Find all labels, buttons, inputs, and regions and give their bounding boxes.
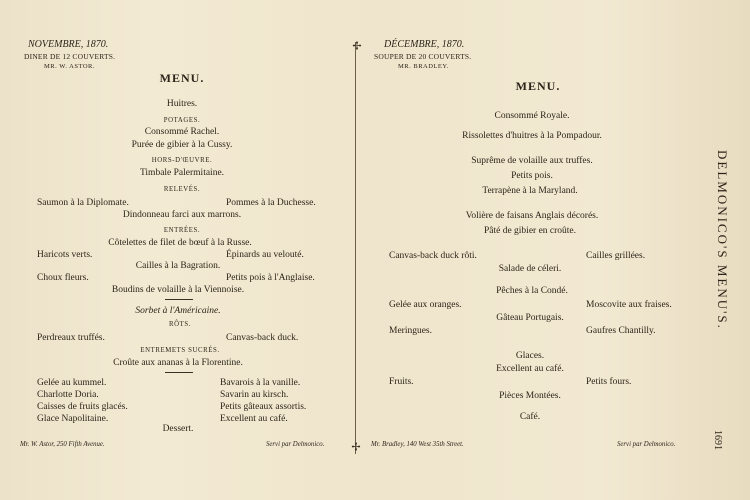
left-item-croute: Croûte aux ananas à la Florentine.: [113, 358, 243, 368]
left-section-potages: POTAGES.: [163, 117, 201, 124]
right-item-excellent: Excellent au café.: [496, 364, 564, 374]
left-item-timbale: Timbale Palermitaine.: [139, 168, 225, 178]
left-dessert-1: Charlotte Doria.: [37, 390, 99, 400]
left-footer-address: Mr. W. Astor, 250 Fifth Avenue.: [20, 441, 105, 448]
left-footer-servi: Servi par Delmonico.: [266, 441, 325, 448]
right-item-pate: Pâté de gibier en croûte.: [483, 226, 577, 236]
right-item-gelee: Gelée aux oranges.: [389, 300, 462, 310]
left-section-releves: RELEVÉS.: [163, 186, 201, 193]
left-item-choux: Choux fleurs.: [37, 273, 89, 283]
right-col-dessert-3: Excellent au café.: [220, 414, 288, 424]
right-menu-title: MENU.: [515, 79, 561, 93]
left-item-consomme: Consommé Rachel.: [144, 127, 220, 137]
top-cross-ornament: ✢: [352, 40, 362, 53]
left-item-huitres: Huitres.: [166, 99, 198, 109]
left-item-haricots: Haricots verts.: [37, 250, 93, 260]
left-item-dindonneau: Dindonneau farci aux marrons.: [122, 210, 242, 220]
right-item-cailles: Cailles grillées.: [586, 251, 646, 261]
right-item-rissolettes: Rissolettes d'huitres à la Pompadour.: [462, 131, 602, 141]
right-date: DÉCEMBRE, 1870.: [384, 39, 465, 50]
left-item-boudins: Boudins de volaille à la Viennoise.: [111, 285, 245, 295]
left-item-cotelettes: Côtelettes de filet de bœuf à la Russe.: [108, 238, 252, 248]
right-item-fruits: Fruits.: [389, 377, 414, 387]
left-occasion: DINER DE 12 COUVERTS.: [24, 52, 116, 61]
right-item-voliere: Volière de faisans Anglais décorés.: [465, 211, 599, 221]
right-item-supreme: Suprême de volaille aux truffes.: [471, 156, 593, 166]
right-footer-address: Mr. Bradley, 140 West 35th Street.: [371, 441, 464, 448]
left-section-entremets: ENTREMETS SUCRÉS.: [140, 347, 220, 354]
left-item-perdreaux: Perdreaux truffés.: [37, 333, 105, 343]
left-item-pommes: Pommes à la Duchesse.: [226, 198, 316, 208]
right-col-dessert-1: Savarin au kirsch.: [220, 390, 289, 400]
right-item-gaufres: Gaufres Chantilly.: [586, 326, 656, 336]
right-host: MR. BRADLEY.: [398, 63, 449, 70]
left-item-canvas: Canvas-back duck.: [226, 333, 299, 343]
left-item-epinards: Épinards au velouté.: [226, 250, 304, 260]
left-rule-2: [165, 372, 193, 373]
right-item-moscovite: Moscovite aux fraises.: [586, 300, 672, 310]
right-item-gateau: Gâteau Portugais.: [496, 313, 564, 323]
page-number: 1691: [712, 430, 723, 450]
left-item-dessert: Dessert.: [162, 424, 194, 434]
left-section-rots: RÔTS.: [168, 321, 192, 328]
right-item-terrapene: Terrapène à la Maryland.: [482, 186, 578, 196]
left-section-entrees: ENTRÉES.: [163, 227, 201, 234]
side-title: DELMONICO'S MENU'S.: [715, 150, 730, 330]
right-footer-servi: Servi par Delmonico.: [617, 441, 676, 448]
left-host: MR. W. ASTOR.: [44, 63, 95, 70]
right-item-glaces: Glaces.: [515, 351, 545, 361]
right-occasion: SOUPER DE 20 COUVERTS.: [374, 52, 472, 61]
left-item-petits-pois: Petits pois à l'Anglaise.: [226, 273, 315, 283]
right-item-salade: Salade de céleri.: [498, 264, 562, 274]
right-item-consomme: Consommé Royale.: [494, 111, 570, 121]
left-dessert-0: Gelée au kummel.: [37, 378, 107, 388]
left-item-saumon: Saumon à la Diplomate.: [37, 198, 129, 208]
left-item-sorbet: Sorbet à l'Américaine.: [135, 306, 221, 316]
right-item-canvas: Canvas-back duck rôti.: [389, 251, 477, 261]
right-item-pieces: Pièces Montées.: [499, 391, 561, 401]
left-item-cailles: Cailles à la Bagration.: [135, 261, 221, 271]
right-col-dessert-0: Bavarois à la vanille.: [220, 378, 301, 388]
left-dessert-3: Glace Napolitaine.: [37, 414, 109, 424]
left-rule-1: [165, 299, 193, 300]
right-col-dessert-2: Petits gâteaux assortis.: [220, 402, 307, 412]
left-item-puree: Purée de gibier à la Cussy.: [131, 140, 233, 150]
right-item-peches: Pêches à la Condé.: [496, 286, 568, 296]
center-divider: [355, 42, 356, 454]
right-item-meringues: Meringues.: [389, 326, 433, 336]
left-section-hors: HORS-D'ŒUVRE.: [151, 157, 213, 164]
right-item-petits-fours: Petits fours.: [586, 377, 632, 387]
left-dessert-2: Caisses de fruits glacés.: [37, 402, 128, 412]
left-date: NOVEMBRE, 1870.: [28, 39, 109, 50]
right-item-petits-pois: Petits pois.: [511, 171, 553, 181]
left-menu-title: MENU.: [159, 71, 205, 85]
right-item-cafe: Café.: [519, 412, 541, 422]
bottom-cross-ornament: ✢: [351, 441, 361, 454]
